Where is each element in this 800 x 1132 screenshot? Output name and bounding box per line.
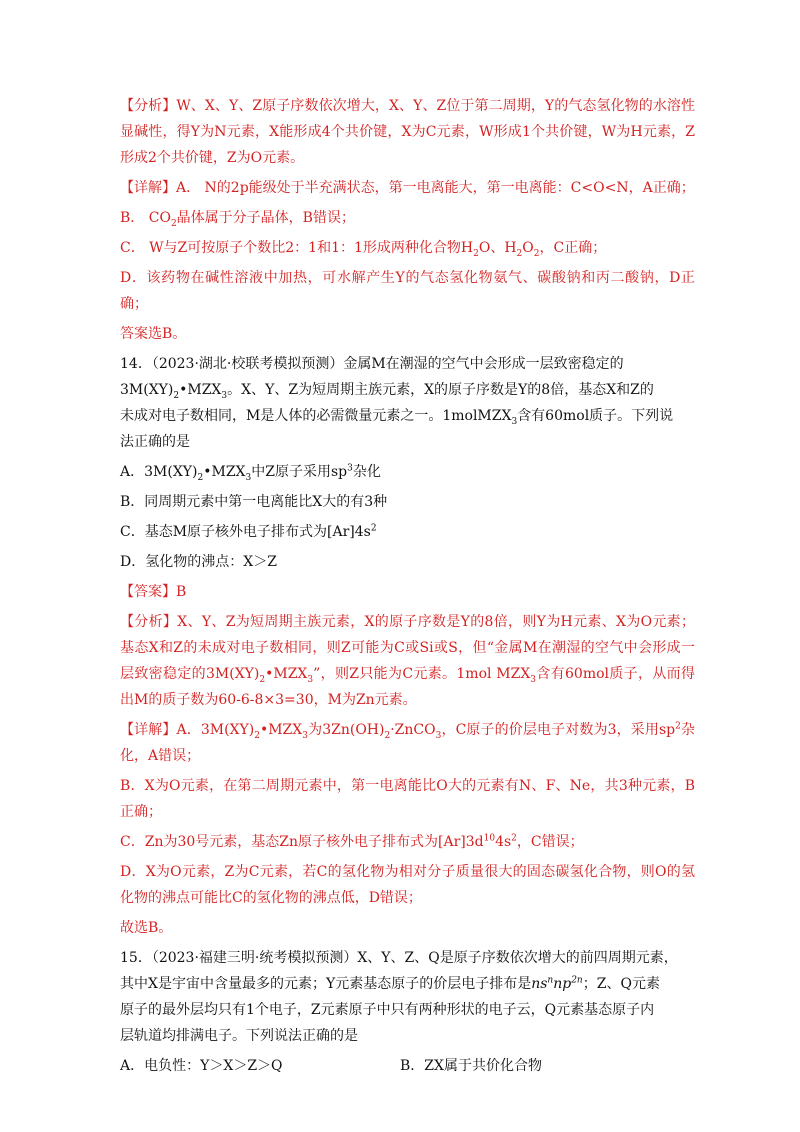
q15-options <box>120 1053 695 1079</box>
q13-detail-a: 【详解】A． N的2p能级处于半充满状态，第一电离能大，第一电离能：C<O<N，A正确； <box>120 180 695 196</box>
q14-detail-d: D．X为O元素，Z为C元素，若C的氢化物为相对分子质量很大的固态碳氢化合物，则O的氢化物的沸点可能比C的氢化物的沸点低，D错误； <box>120 864 695 906</box>
q14-answer: 【答案】B <box>120 584 187 600</box>
q14-option-c: C．基态M原子核外电子排布式为$[Ar]4s^2$ <box>120 523 377 540</box>
document-page <box>120 93 695 1079</box>
q14-option-d: D．氢化物的沸点：X＞Z <box>120 554 277 570</box>
q14-option-a: A．$3M(XY)_2•MZX_3$中Z原子采用$sp^3$杂化 <box>120 463 381 483</box>
q14-stem: 14．（2023·湖北·校联考模拟预测）金属M在潮湿的空气中会形成一层致密稳定的 $3M(XY)_2•MZX_3$。X、Y、Z为短周期主族元素，X的原子序数是Y的8倍，基态X和Z的 未成对电子数相同，M是人体的必需微量元素之一。1molMZX$_3$含有60mol质子。下列说 法正确的是 <box>120 356 674 450</box>
q15-stem: 15．（2023·福建三明·统考模拟预测）X、Y、Z、Q是原子序数依次增大的前四周期元素， 其中X是宇宙中含量最多的元素；Y元素基态原子的价层电子排布是$ns^nnp^{2n}$；Z、Q元素 原子的最外层均只有1个电子，Z元素原子中只有两种形状的电子云，Q元素基态原子内 层轨道均排满电子。下列说法正确的是 <box>120 950 678 1044</box>
q14-option-b: B．同周期元素中第一电离能比X大的有3种 <box>120 494 388 510</box>
q14-final: 故选B。 <box>120 920 173 936</box>
q14-detail-a: 【详解】A．$3M(XY)_2•MZX_3$为$3Zn(OH)_2\cdot ZnCO_3$，C原子的价层电子对数为3，采用$sp^2$杂化，A错误； <box>120 721 696 764</box>
q15-option-a: A．电负性：Y＞X＞Z＞Q <box>120 1058 283 1074</box>
q15-option-b: B．ZX属于共价化合物 <box>400 1058 542 1074</box>
q14-detail-c: C．Zn为30号元素，基态Zn原子核外电子排布式为$[Ar]3d^{10}4s^2$，C错误； <box>120 833 584 850</box>
q14-detail-b: B．X为O元素，在第二周期元素中，第一电离能比O大的元素有N、F、Ne，共3种元素，B正确； <box>120 778 695 820</box>
q14-analysis: 【分析】X、Y、Z为短周期主族元素，X的原子序数是Y的8倍，则Y为H元素、X为O元素；基态X和Z的未成对电子数相同，则Z可能为C或Si或S，但“金属M在潮湿的空气中会形成一层致密稳定的$3M(XY)_2•MZX_3$”，则Z只能为C元素。1mol $MZX_3$含有60mol质子，从而得出M的质子数为60-6-8×3=30，M为Zn元素。 <box>120 614 696 708</box>
q15-option-a-expr: Y＞X＞Z＞Q <box>200 1058 283 1074</box>
q13-detail-b: B． $CO_2$晶体属于分子晶体，B错误； <box>120 210 355 229</box>
q13-analysis: 【分析】W、X、Y、Z原子序数依次增大，X、Y、Z位于第二周期，Y的气态氢化物的水溶性显碱性，得Y为N元素，X能形成4个共价键，X为C元素，W形成1个共价键，W为H元素，Z形成2个共价键，Z为O元素。 <box>120 98 695 166</box>
q13-detail-d: D．该药物在碱性溶液中加热，可水解产生Y的气态氢化物氨气、碳酸钠和丙二酸钠，D正确； <box>120 270 695 312</box>
q13-answer: 答案选B。 <box>120 326 187 342</box>
q13-detail-c: C． W与Z可按原子个数比2：1和1：1形成两种化合物$H_2O$、$H_2O_2$，C正确； <box>120 240 607 259</box>
